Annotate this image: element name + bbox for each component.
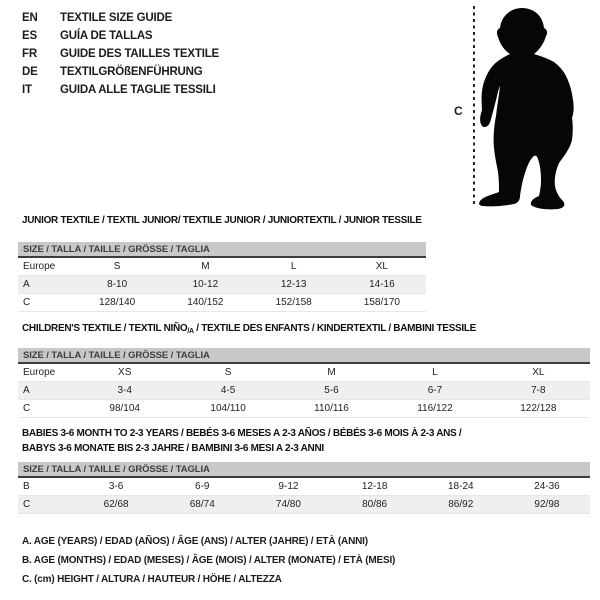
- children-size-table: [18, 348, 590, 418]
- table-cell: 122/128: [520, 403, 557, 414]
- table-cell: 152/158: [275, 297, 312, 308]
- column-header: S: [113, 261, 121, 272]
- table-cell: 68/74: [189, 499, 215, 510]
- table-cell: 80/86: [362, 499, 388, 510]
- table-header-row: [18, 258, 426, 276]
- column-header: XL: [375, 261, 388, 272]
- row-label: A: [23, 279, 30, 290]
- table-cell: 128/140: [99, 297, 136, 308]
- table-cell: 140/152: [187, 297, 224, 308]
- language-row-es: [22, 27, 219, 45]
- language-code: EN: [22, 12, 38, 24]
- column-header: L: [432, 367, 438, 378]
- language-title-list: [22, 9, 219, 99]
- table-cell: 4-5: [220, 385, 236, 396]
- toddler-silhouette-icon: [470, 0, 600, 212]
- table-cell: 9-12: [278, 481, 299, 492]
- column-header: S: [224, 367, 232, 378]
- junior-section-title: JUNIOR TEXTILE / TEXTIL JUNIOR/ TEXTILE JUNIOR / JUNIORTEXTIL / JUNIOR TESSILE: [22, 215, 422, 226]
- table-cell: 3-4: [117, 385, 132, 396]
- table-cell: 12-13: [280, 279, 307, 290]
- table-cell: 5-6: [324, 385, 339, 396]
- children-section-title: [22, 322, 476, 340]
- language-title: GUIDA ALLE TAGLIE TESSILI: [60, 84, 216, 96]
- note-height-cm: C. (cm) HEIGHT / ALTURA / HAUTEUR / HÖHE / ALTEZZA: [22, 574, 282, 585]
- language-row-de: [22, 63, 219, 81]
- junior-size-table: [18, 242, 426, 312]
- size-header-bar: SIZE / TALLA / TAILLE / GRÖSSE / TAGLIA: [18, 242, 426, 258]
- row-label: B: [23, 481, 30, 492]
- table-cell: 6-9: [195, 481, 210, 492]
- legend-notes: [22, 532, 395, 589]
- column-header: M: [327, 367, 336, 378]
- title-text: CHILDREN'S TEXTILE / TEXTIL NIÑO: [22, 323, 188, 334]
- table-row: [18, 276, 426, 294]
- table-cell: 92/98: [534, 499, 560, 510]
- column-header: L: [290, 261, 297, 272]
- title-line-1: BABIES 3-6 MONTH TO 2-3 YEARS / BEBÉS 3-6 MESES A 2-3 AÑOS / BÉBÉS 3-6 MOIS À 2-3 ANS /: [22, 428, 462, 439]
- baby-figure: [450, 0, 600, 214]
- table-row: [18, 496, 590, 514]
- row-label: A: [23, 385, 30, 396]
- table-cell: 104/110: [210, 403, 246, 414]
- table-row: [18, 382, 590, 400]
- title-subscript: /A: [187, 328, 194, 335]
- table-cell: 98/104: [109, 403, 140, 414]
- title-text: / TEXTILE DES ENFANTS / KINDERTEXTIL / BAMBINI TESSILE: [193, 323, 477, 334]
- table-cell: 14-16: [369, 279, 395, 290]
- table-row: [18, 478, 590, 496]
- column-header: Europe: [23, 261, 56, 272]
- table-cell: 10-12: [192, 279, 219, 290]
- table-row: [18, 400, 590, 418]
- column-header: M: [201, 261, 210, 272]
- column-header: XL: [532, 367, 545, 378]
- table-cell: 62/68: [103, 499, 129, 510]
- table-cell: 7-8: [531, 385, 546, 396]
- row-label: C: [23, 297, 31, 308]
- table-row: [18, 294, 426, 312]
- babies-size-table: [18, 462, 590, 514]
- table-cell: 158/170: [363, 297, 400, 308]
- language-title: GUIDE DES TAILLES TEXTILE: [60, 48, 219, 60]
- row-label: C: [23, 499, 31, 510]
- size-header-bar: SIZE / TALLA / TAILLE / GRÖSSE / TAGLIA: [18, 462, 590, 478]
- table-cell: 24-36: [534, 481, 560, 492]
- table-cell: 6-7: [427, 385, 443, 396]
- babies-section-title: [22, 427, 461, 456]
- table-cell: 12-18: [361, 481, 388, 492]
- note-age-years: A. AGE (YEARS) / EDAD (AÑOS) / ÂGE (ANS) / ALTER (JAHRE) / ETÀ (ANNI): [22, 536, 368, 547]
- column-header: Europe: [23, 367, 56, 378]
- table-cell: 74/80: [275, 499, 301, 510]
- title-line-2: BABYS 3-6 MONATE BIS 2-3 JAHRE / BAMBINI 3-6 MESI A 2-3 ANNI: [22, 442, 324, 454]
- language-title: TEXTILGRÖßENFÜHRUNG: [60, 66, 203, 78]
- table-header-row: [18, 364, 590, 382]
- language-code: FR: [22, 48, 37, 60]
- language-title: TEXTILE SIZE GUIDE: [60, 12, 173, 24]
- language-code: IT: [22, 84, 32, 96]
- row-label: C: [23, 403, 31, 414]
- table-cell: 3-6: [108, 481, 124, 492]
- table-cell: 18-24: [447, 481, 474, 492]
- language-title: GUÍA DE TALLAS: [60, 30, 153, 42]
- table-cell: 8-10: [107, 279, 128, 290]
- table-cell: 116/122: [417, 403, 453, 414]
- note-age-months: B. AGE (MONTHS) / EDAD (MESES) / ÂGE (MOIS) / ALTER (MONATE) / ETÀ (MESI): [22, 555, 396, 566]
- table-cell: 86/92: [448, 499, 474, 510]
- size-header-bar: SIZE / TALLA / TAILLE / GRÖSSE / TAGLIA: [18, 348, 590, 364]
- language-row-it: [22, 81, 219, 99]
- language-code: DE: [22, 66, 38, 78]
- table-cell: 110/116: [314, 403, 349, 414]
- height-measure-label: C: [454, 104, 463, 118]
- language-code: ES: [22, 30, 37, 42]
- language-row-en: [22, 9, 219, 27]
- column-header: XS: [118, 367, 132, 378]
- language-row-fr: [22, 45, 219, 63]
